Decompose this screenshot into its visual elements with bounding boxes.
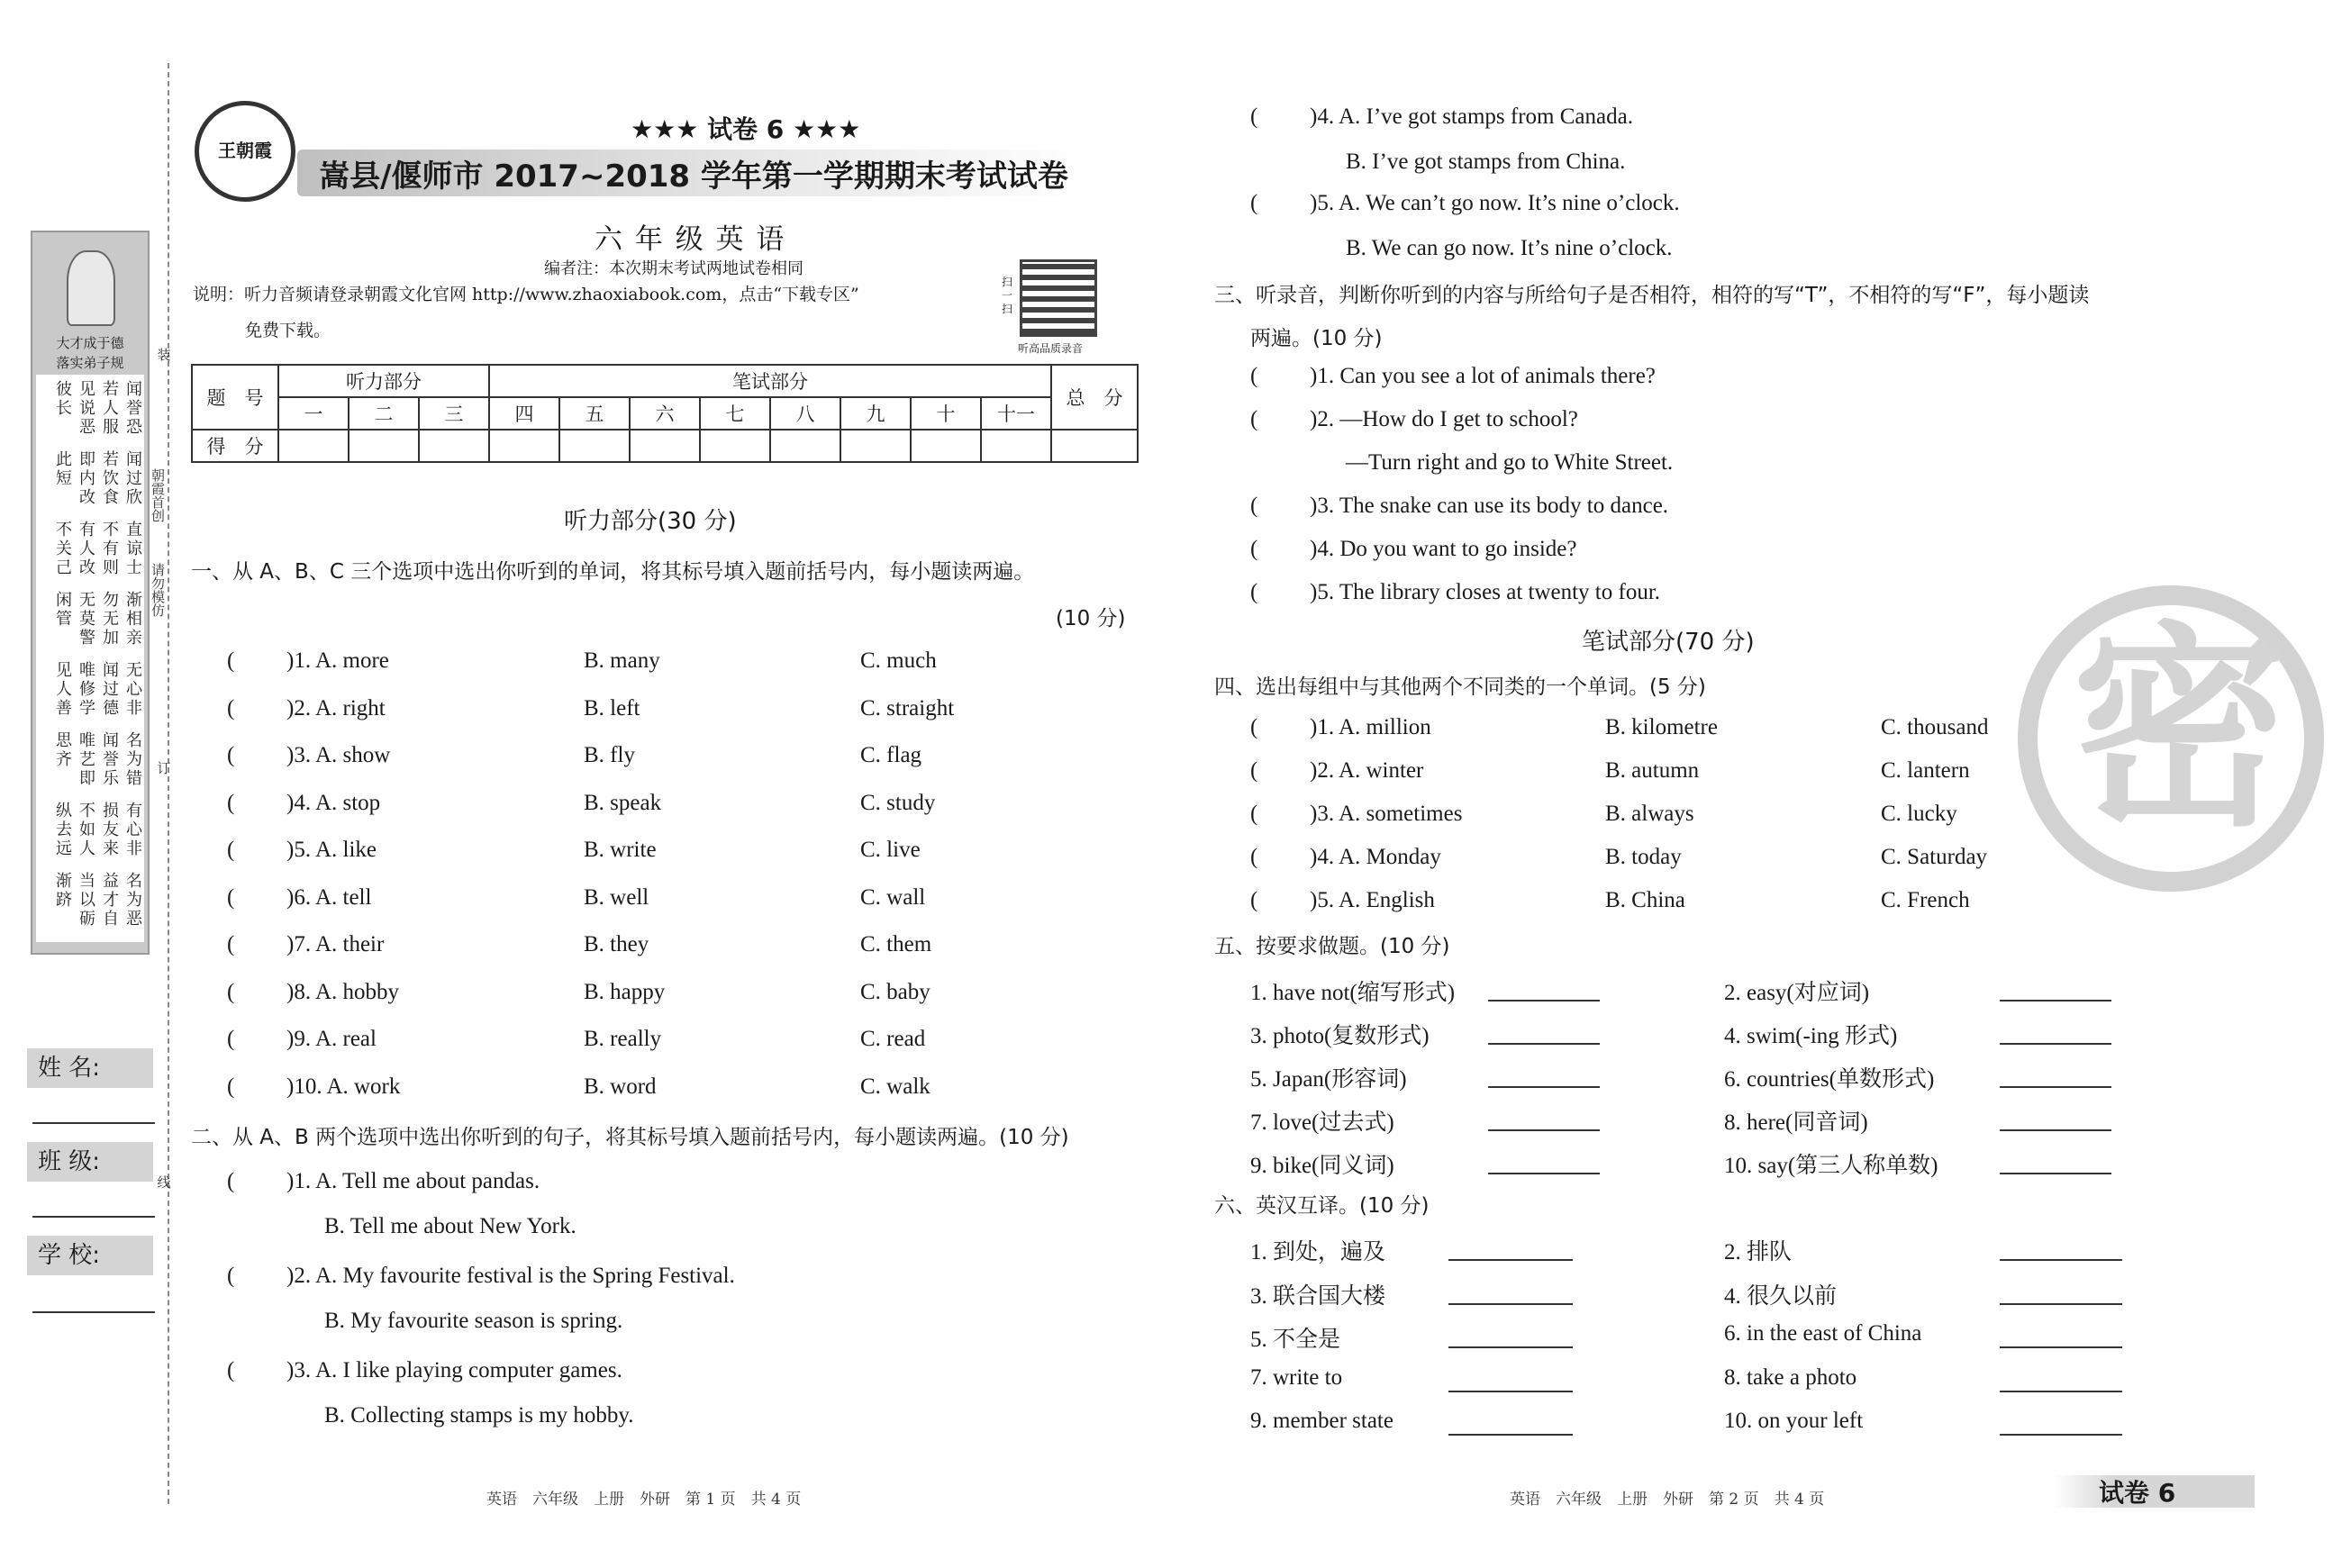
- score-col-header: 二: [349, 397, 419, 430]
- s1-option-b: B. well: [584, 884, 649, 910]
- score-cell[interactable]: [911, 430, 981, 462]
- s4-option-c: C. French: [1881, 888, 1970, 912]
- s4-option-a: )1. A. million: [1310, 715, 1431, 739]
- score-col-header: 十一: [981, 397, 1051, 430]
- binding-strip: [0, 0, 171, 1568]
- footer-right: 英语 六年级 上册 外研 第 2 页 共 4 页: [1510, 1491, 1825, 1509]
- s1-option-b: B. fly: [584, 743, 635, 767]
- s6-blank-left[interactable]: [1448, 1259, 1573, 1261]
- answer-paren[interactable]: (: [1250, 191, 1258, 215]
- score-cell[interactable]: [981, 430, 1051, 462]
- score-col-header: 八: [770, 397, 840, 430]
- s5-item-left: 5. Japan(形容词): [1250, 1067, 1407, 1092]
- school-field[interactable]: [32, 1311, 155, 1313]
- s6-item-left: 7. write to: [1250, 1364, 1343, 1390]
- proverb-column: 见人善: [56, 661, 72, 718]
- score-col-header: 三: [419, 397, 489, 430]
- section-2-title: 二、从 A、B 两个选项中选出你听到的句子，将其标号填入题前括号内，每小题读两遍。(10 分): [191, 1126, 1069, 1149]
- s5-item-left: 7. love(过去式): [1250, 1110, 1394, 1135]
- s6-blank-right[interactable]: [2000, 1303, 2122, 1305]
- proverb-column: 若人服: [103, 380, 119, 437]
- s2-option-b: B. My favourite season is spring.: [324, 1309, 623, 1333]
- s6-item-left: 3. 联合国大楼: [1250, 1283, 1386, 1309]
- paper-number-top: ★★★ 试卷 6 ★★★: [631, 114, 861, 144]
- answer-paren[interactable]: (: [1250, 715, 1258, 739]
- s5-blank-left[interactable]: [1488, 1043, 1600, 1045]
- s2-option-b: B. I’ve got stamps from China.: [1346, 150, 1626, 174]
- section-1-title: 一、从 A、B、C 三个选项中选出你听到的单词，将其标号填入题前括号内，每小题读两遍。: [191, 560, 1035, 584]
- cut-label-1: 装: [157, 347, 171, 363]
- score-cell[interactable]: [419, 430, 489, 462]
- answer-paren[interactable]: (: [227, 838, 235, 862]
- s5-item-left: 1. have not(缩写形式): [1250, 981, 1456, 1005]
- s1-option-b: B. really: [584, 1027, 662, 1051]
- s5-blank-left[interactable]: [1488, 1129, 1600, 1131]
- proverb-column: 若饮食: [103, 450, 119, 507]
- cut-label-3: 线: [157, 1174, 171, 1191]
- writing-header: 笔试部分: [489, 365, 1051, 397]
- s6-blank-right[interactable]: [2000, 1346, 2122, 1348]
- score-cell[interactable]: [630, 430, 700, 462]
- s1-option-b: B. write: [584, 838, 657, 862]
- qr-caption: 听高品质录音: [1018, 342, 1084, 355]
- s1-option-b: B. word: [584, 1074, 657, 1099]
- proverb-column: 无莫警: [79, 591, 95, 648]
- confidential-stamp-char: 密: [2071, 603, 2288, 856]
- score-cell[interactable]: [770, 430, 840, 462]
- s1-option-a: )3. A. show: [286, 743, 391, 767]
- s5-blank-right[interactable]: [2000, 1086, 2111, 1088]
- s5-blank-left[interactable]: [1488, 1173, 1600, 1174]
- score-cell[interactable]: [489, 430, 559, 462]
- proverb-panel: [31, 231, 150, 955]
- proverb-column: 不如人: [79, 802, 95, 858]
- s1-option-a: )7. A. their: [286, 932, 385, 956]
- s1-option-c: C. wall: [860, 884, 926, 910]
- section-3-title-2: 两遍。(10 分): [1250, 327, 1383, 350]
- writing-title: 笔试部分(70 分): [1582, 629, 1755, 656]
- proverb-column: 闻誉乐: [103, 731, 119, 788]
- score-col-header: 十: [911, 397, 981, 430]
- s2-option-a: )2. A. My favourite festival is the Spring Festival.: [286, 1264, 735, 1288]
- class-field[interactable]: [32, 1216, 155, 1218]
- s5-item-right: 4. swim(-ing 形式): [1724, 1024, 1898, 1048]
- section-3-title-1: 三、听录音，判断你听到的内容与所给句子是否相符，相符的写“T”，不相符的写“F”，每小题读: [1214, 284, 2090, 307]
- s5-blank-left[interactable]: [1488, 1086, 1600, 1088]
- answer-paren[interactable]: (: [227, 790, 235, 815]
- s4-option-c: C. lantern: [1881, 758, 1970, 783]
- answer-paren[interactable]: (: [1250, 758, 1258, 783]
- section-1-points: (10 分): [1056, 607, 1126, 630]
- answer-paren[interactable]: (: [1250, 888, 1258, 912]
- proverb-column: 彼长: [56, 380, 72, 418]
- s4-option-b: B. China: [1605, 888, 1685, 912]
- answer-paren[interactable]: (: [1250, 580, 1258, 604]
- s6-item-left: 9. member state: [1250, 1409, 1393, 1433]
- warn-2: 请勿模仿: [150, 563, 166, 617]
- score-col-header: 四: [489, 397, 559, 430]
- proverb-column: 当以砺: [79, 872, 95, 929]
- s4-option-b: B. kilometre: [1605, 715, 1718, 739]
- s1-option-a: )1. A. more: [286, 648, 389, 673]
- s1-option-c: C. them: [860, 932, 932, 956]
- s1-option-b: B. many: [584, 648, 660, 673]
- s5-item-left: 3. photo(复数形式): [1250, 1024, 1430, 1048]
- proverb-column: 纵去远: [56, 802, 72, 858]
- score-col-header: 五: [559, 397, 630, 430]
- s4-option-c: C. Saturday: [1881, 845, 1988, 869]
- proverb-column: 有人改: [79, 521, 95, 577]
- paper-number: 试卷 6: [707, 114, 785, 144]
- s3-item: )4. Do you want to go inside?: [1310, 537, 1577, 561]
- s6-blank-right[interactable]: [2000, 1434, 2122, 1436]
- s2-option-a: )1. A. Tell me about pandas.: [286, 1169, 540, 1193]
- explain-line-2: 免费下载。: [245, 321, 331, 340]
- answer-paren[interactable]: (: [227, 648, 235, 673]
- s1-option-a: )5. A. like: [286, 838, 377, 862]
- logo: [195, 101, 295, 202]
- proverb-column: 此短: [56, 450, 72, 488]
- answer-paren[interactable]: (: [227, 932, 235, 956]
- cut-label-2: 订: [157, 760, 171, 776]
- score-cell[interactable]: [840, 430, 911, 462]
- s3-item: )1. Can you see a lot of animals there?: [1310, 364, 1656, 388]
- scholar-illustration: [67, 250, 115, 326]
- answer-paren[interactable]: (: [1250, 494, 1258, 518]
- proverb-column: 名为恶: [126, 872, 142, 929]
- s4-option-b: B. autumn: [1605, 758, 1700, 783]
- s2-option-b: B. We can go now. It’s nine o’clock.: [1346, 236, 1673, 260]
- s6-blank-left[interactable]: [1448, 1391, 1573, 1392]
- s6-blank-left[interactable]: [1448, 1303, 1573, 1305]
- answer-paren[interactable]: (: [227, 743, 235, 767]
- s5-item-right: 8. here(同音词): [1724, 1110, 1868, 1135]
- answer-paren[interactable]: (: [227, 1169, 235, 1193]
- s5-blank-right[interactable]: [2000, 1000, 2111, 1002]
- answer-paren[interactable]: (: [227, 884, 235, 910]
- s3-item: )2. —How do I get to school?: [1310, 407, 1578, 431]
- s1-option-c: C. read: [860, 1027, 926, 1051]
- section-5-title: 五、按要求做题。(10 分): [1214, 935, 1450, 958]
- answer-paren[interactable]: (: [1250, 104, 1258, 129]
- s5-blank-right[interactable]: [2000, 1129, 2111, 1131]
- score-cell[interactable]: [278, 430, 349, 462]
- s4-option-b: B. always: [1605, 802, 1694, 826]
- score-row2-label: 得 分: [192, 430, 278, 462]
- score-cell[interactable]: [559, 430, 630, 462]
- s3-item: )3. The snake can use its body to dance.: [1310, 494, 1669, 518]
- answer-paren[interactable]: (: [1250, 845, 1258, 869]
- s1-option-a: )10. A. work: [286, 1074, 401, 1099]
- answer-paren[interactable]: (: [227, 1264, 235, 1288]
- total-score-cell[interactable]: [1051, 430, 1138, 462]
- name-field[interactable]: [32, 1122, 155, 1124]
- s5-blank-right[interactable]: [2000, 1043, 2111, 1045]
- s6-blank-right[interactable]: [2000, 1259, 2122, 1261]
- s1-option-c: C. walk: [860, 1074, 930, 1099]
- name-label: 姓 名:: [27, 1048, 153, 1088]
- proverb-column: 唯艺即: [79, 731, 95, 788]
- score-col-header: 一: [278, 397, 349, 430]
- s1-option-a: )8. A. hobby: [286, 979, 399, 1004]
- class-label: 班 级:: [27, 1142, 153, 1182]
- s6-item-right: 6. in the east of China: [1724, 1321, 1922, 1346]
- s1-option-a: )9. A. real: [286, 1027, 377, 1051]
- proverb-column: 唯修学: [79, 661, 95, 718]
- listening-title: 听力部分(30 分): [564, 508, 737, 535]
- proverb-column: 渐相亲: [126, 591, 142, 648]
- s1-option-b: B. they: [584, 932, 649, 956]
- s5-item-right: 6. countries(单数形式): [1724, 1067, 1935, 1092]
- s4-option-a: )4. A. Monday: [1310, 845, 1441, 869]
- proverb-column: 即内改: [79, 450, 95, 507]
- proverb-column: 益才自: [103, 872, 119, 929]
- s3-item: )5. The library closes at twenty to four.: [1310, 580, 1661, 604]
- listening-header: 听力部分: [278, 365, 489, 397]
- subject-title: 六 年 级 英 语: [595, 223, 786, 256]
- s5-blank-right[interactable]: [2000, 1173, 2111, 1174]
- score-cell[interactable]: [349, 430, 419, 462]
- s1-option-c: C. much: [860, 648, 937, 673]
- s2-option-a: )4. A. I’ve got stamps from Canada.: [1310, 104, 1633, 129]
- s6-item-right: 4. 很久以前: [1724, 1283, 1838, 1309]
- s6-blank-left[interactable]: [1448, 1434, 1573, 1436]
- s3-item: —Turn right and go to White Street.: [1346, 450, 1674, 475]
- answer-paren[interactable]: (: [227, 695, 235, 721]
- answer-paren[interactable]: (: [1250, 407, 1258, 431]
- qr-side-label: 扫一扫: [1002, 276, 1013, 315]
- proverb-column: 见说恶: [79, 380, 95, 437]
- proverb-column: 不有则: [103, 521, 119, 577]
- proverb-column: 名为错: [126, 731, 142, 788]
- answer-paren[interactable]: (: [227, 1027, 235, 1051]
- s1-option-a: )6. A. tell: [286, 884, 372, 910]
- s6-item-right: 10. on your left: [1724, 1409, 1864, 1433]
- score-row1-label: 题 号: [192, 365, 278, 430]
- proverb-list: [36, 375, 144, 942]
- slogan-1: 大才成于德: [56, 335, 124, 351]
- proverb-column: 有心非: [126, 802, 142, 858]
- footer-left: 英语 六年级 上册 外研 第 1 页 共 4 页: [486, 1491, 802, 1509]
- s4-option-a: )2. A. winter: [1310, 758, 1424, 783]
- proverb-column: 渐跻: [56, 872, 72, 910]
- proverb-column: 损友来: [103, 802, 119, 858]
- proverb-column: 不关己: [56, 521, 72, 577]
- editor-note: 编者注：本次期末考试两地试卷相同: [544, 259, 803, 278]
- answer-paren[interactable]: (: [1250, 537, 1258, 561]
- s4-option-c: C. lucky: [1881, 802, 1957, 826]
- s1-option-a: )2. A. right: [286, 695, 386, 721]
- s6-item-right: 2. 排队: [1724, 1240, 1793, 1264]
- s1-option-b: B. happy: [584, 979, 666, 1004]
- s4-option-a: )5. A. English: [1310, 888, 1435, 912]
- s6-item-right: 8. take a photo: [1724, 1364, 1857, 1390]
- section-6-title: 六、英汉互译。(10 分): [1214, 1194, 1430, 1218]
- slogan-2: 落实弟子规: [56, 355, 124, 371]
- answer-paren[interactable]: (: [227, 979, 235, 1004]
- logo-text: 王朝霞: [218, 140, 272, 161]
- s1-option-c: C. live: [860, 838, 921, 862]
- s1-option-b: B. left: [584, 695, 640, 721]
- s2-option-b: B. Collecting stamps is my hobby.: [324, 1403, 634, 1428]
- warn-1: 朝霞首创: [150, 468, 166, 522]
- score-table: [191, 364, 1139, 463]
- proverb-column: 无心非: [126, 661, 142, 718]
- proverb-column: 直谅士: [126, 521, 142, 577]
- s6-item-left: 5. 不全是: [1250, 1328, 1341, 1352]
- answer-paren[interactable]: (: [1250, 802, 1258, 826]
- s6-item-left: 1. 到处，遍及: [1250, 1240, 1386, 1264]
- answer-paren[interactable]: (: [227, 1358, 235, 1382]
- school-label: 学 校:: [27, 1236, 153, 1275]
- s1-option-c: C. straight: [860, 695, 955, 721]
- proverb-column: 思齐: [56, 731, 72, 769]
- total-header: 总 分: [1051, 365, 1138, 430]
- proverb-column: 闻过德: [103, 661, 119, 718]
- s5-item-left: 9. bike(同义词): [1250, 1154, 1394, 1178]
- s1-option-b: B. speak: [584, 790, 662, 815]
- s2-option-b: B. Tell me about New York.: [324, 1214, 576, 1238]
- score-col-header: 七: [700, 397, 770, 430]
- answer-paren[interactable]: (: [227, 1074, 235, 1099]
- s6-blank-left[interactable]: [1448, 1346, 1573, 1348]
- proverb-column: 闻誉恐: [126, 380, 142, 437]
- s5-item-right: 10. say(第三人称单数): [1724, 1154, 1938, 1178]
- s4-option-a: )3. A. sometimes: [1310, 802, 1463, 826]
- proverb-column: 闻过欣: [126, 450, 142, 507]
- s1-option-c: C. study: [860, 790, 936, 815]
- s2-option-a: )5. A. We can’t go now. It’s nine o’clock.: [1310, 191, 1680, 215]
- explain-line-1: 说明：听力音频请登录朝霞文化官网 http://www.zhaoxiabook.com，点击“下载专区”: [193, 285, 859, 304]
- score-cell[interactable]: [700, 430, 770, 462]
- cut-line: [168, 63, 169, 1504]
- qr-code[interactable]: [1020, 259, 1097, 337]
- s5-blank-left[interactable]: [1488, 1000, 1600, 1002]
- proverb-column: 闲管: [56, 591, 72, 629]
- score-col-header: 六: [630, 397, 700, 430]
- s1-option-c: C. baby: [860, 979, 930, 1004]
- answer-paren[interactable]: (: [1250, 364, 1258, 388]
- section-4-title: 四、选出每组中与其他两个不同类的一个单词。(5 分): [1214, 675, 1706, 699]
- footer-badge: 试卷 6: [2099, 1478, 2176, 1508]
- proverb-column: 勿无加: [103, 591, 119, 648]
- s4-option-c: C. thousand: [1881, 715, 1989, 739]
- s6-blank-right[interactable]: [2000, 1391, 2122, 1392]
- s4-option-b: B. today: [1605, 845, 1682, 869]
- s1-option-a: )4. A. stop: [286, 790, 381, 815]
- s2-option-a: )3. A. I like playing computer games.: [286, 1358, 622, 1382]
- exam-title: 嵩县/偃师市 2017~2018 学年第一学期期末考试试卷: [319, 159, 1068, 195]
- score-col-header: 九: [840, 397, 911, 430]
- s5-item-right: 2. easy(对应词): [1724, 981, 1870, 1005]
- s1-option-c: C. flag: [860, 743, 922, 767]
